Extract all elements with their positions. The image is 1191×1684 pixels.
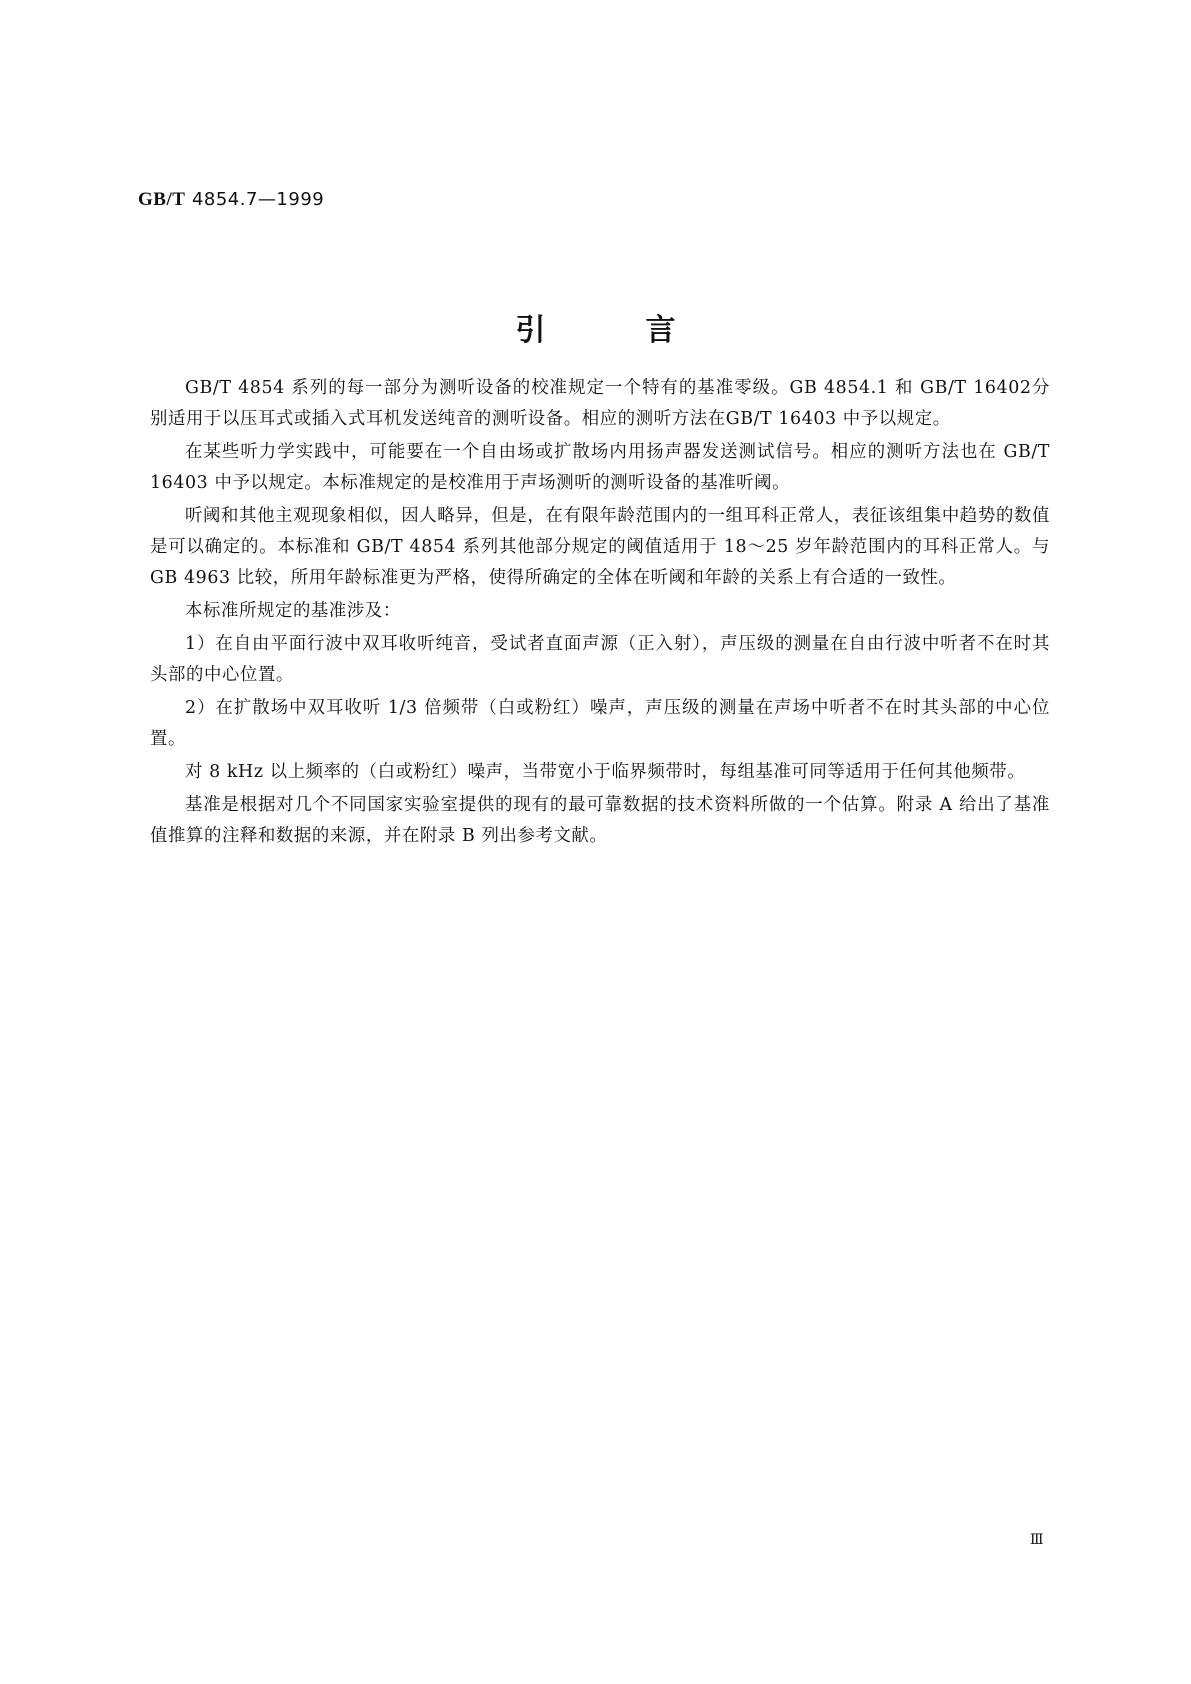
paragraph-8: 基准是根据对几个不同国家实验室提供的现有的最可靠数据的技术资料所做的一个估算。附录 A 给出了基准值推算的注释和数据的来源，并在附录 B 列出参考文献。	[150, 795, 1050, 846]
body-text	[150, 373, 1050, 854]
paragraph-2: 在某些听力学实践中，可能要在一个自由场或扩散场内用扬声器发送测试信号。相应的测听方法也在 GB/T 16403 中予以规定。本标准规定的是校准用于声场测听的测听设备的基准听阈。	[150, 442, 1050, 493]
paragraph-7: 对 8 kHz 以上频率的（白或粉红）噪声，当带宽小于临界频带时，每组基准可同等适用于任何其他频带。	[185, 762, 1026, 782]
paragraph-4: 本标准所规定的基准涉及：	[185, 601, 401, 621]
paragraph-5: 1）在自由平面行波中双耳收听纯音，受试者直面声源（正入射），声压级的测量在自由行波中听者不在时其头部的中心位置。	[150, 634, 1050, 685]
page-title: 引言	[515, 313, 776, 348]
paragraph-1: GB/T 4854 系列的每一部分为测听设备的校准规定一个特有的基准零级。GB 4854.1 和 GB/T 16402分别适用于以压耳式或插入式耳机发送纯音的测听设备。相应的测听方法在GB/T 16403 中予以规定。	[150, 378, 1050, 429]
paragraph-6: 2）在扩散场中双耳收听 1/3 倍频带（白或粉红）噪声，声压级的测量在声场中听者不在时其头部的中心位置。	[150, 698, 1050, 749]
paragraph-3: 听阈和其他主观现象相似，因人略异，但是，在有限年龄范围内的一组耳科正常人，表征该组集中趋势的数值是可以确定的。本标准和 GB/T 4854 系列其他部分规定的阈值适用于 18～25 岁年龄范围内的耳科正常人。与 GB 4963 比较，所用年龄标准更为严格，使得所确定的全体在听阈和年龄的关系上有合适的一致性。	[150, 506, 1050, 588]
standard-number: 4854.7—1999	[191, 189, 325, 210]
standard-number-header	[138, 188, 324, 211]
standard-prefix: GB/T	[138, 189, 186, 210]
page-number: Ⅲ	[1030, 1532, 1044, 1548]
